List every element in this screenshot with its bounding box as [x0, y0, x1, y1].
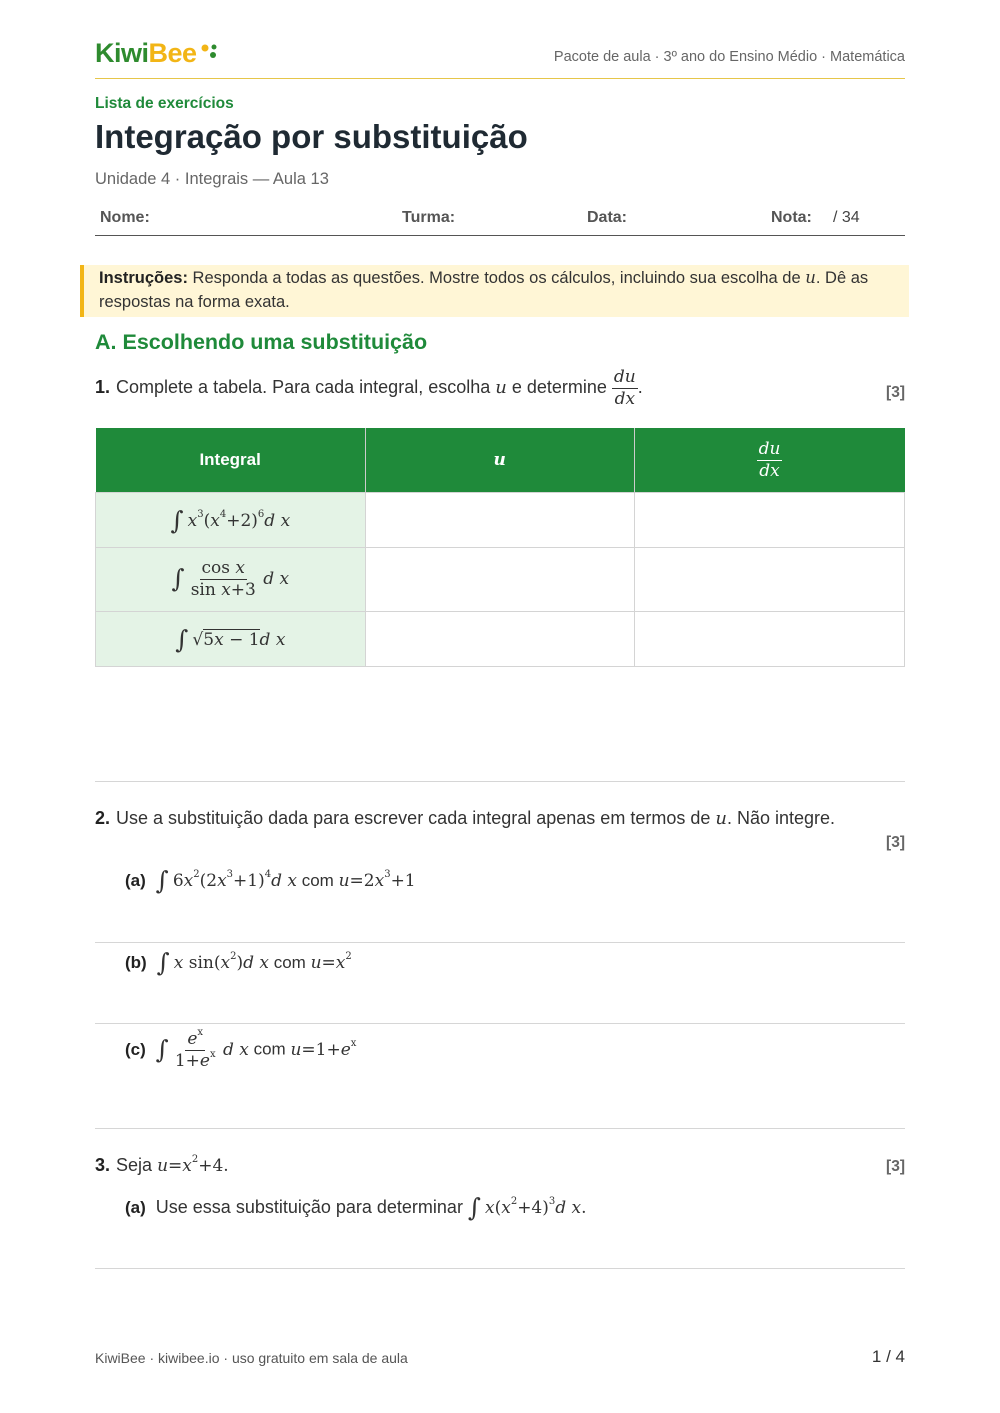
footer-text: KiwiBee · kiwibee.io · uso gratuito em sala de aula: [95, 1350, 408, 1366]
table-row: [96, 612, 905, 667]
question-1-end: .: [637, 376, 643, 397]
question-1: [95, 368, 905, 408]
table-row: [96, 548, 905, 612]
header-meta: Pacote de aula · 3º ano do Ensino Médio · Matemática: [553, 49, 905, 65]
question-3a: (a) Use essa substituição para determinar ∫ $x(x^2+4)^3d$ x.: [125, 1193, 587, 1222]
student-info-row: [95, 205, 905, 236]
question-2b: (b) ∫ x $\sin(x^2)d$ x com $u=x^2$: [125, 948, 352, 977]
question-2-text-end: . Não integre.: [726, 808, 836, 828]
section-a-title: A. Escolhendo uma substituição: [95, 330, 428, 354]
divider: [95, 781, 905, 782]
question-2c: (c) ∫ $\frac{e^x}{1+e^x}$ d x com $u=1+e^x$: [125, 1027, 357, 1071]
question-3-text: Seja: [116, 1155, 153, 1175]
integral-cell-3: ∫ √5x − 1d x: [96, 612, 366, 667]
u-answer-cell[interactable]: [365, 548, 634, 612]
with-word: com: [253, 1039, 286, 1059]
with-word: com: [301, 871, 334, 890]
page-subtitle: Unidade 4 · Integrais — Aula 13: [95, 170, 329, 188]
divider: [95, 1023, 905, 1024]
question-2-marks: [3]: [886, 834, 905, 851]
question-1-var: u: [495, 376, 507, 398]
integral-cell-2: ∫ $\frac{\text{cos x}}{\text{sin x+3}}$ d x: [96, 548, 366, 612]
page-header: [95, 38, 905, 79]
instructions-var: u: [805, 268, 816, 287]
grade-total: / 34: [833, 209, 860, 226]
question-3a-text: Use essa substituição para determinar: [155, 1197, 463, 1217]
frac-denominator: dx: [759, 460, 780, 481]
part-label: (a): [125, 1198, 146, 1217]
question-2a: (a) ∫ $6x^2(2x^3+1)^4d$ x com $u=2x^3+1$: [125, 866, 416, 895]
kiwibee-logo: KiwiBee: [95, 38, 197, 68]
divider: [95, 1128, 905, 1129]
question-2: [95, 808, 905, 851]
divider: [95, 942, 905, 943]
table-row: [96, 493, 905, 548]
col-dudx-header: [634, 428, 904, 493]
page-number: 1 / 4: [871, 1347, 905, 1366]
grade-label: Nota:: [771, 209, 812, 226]
u-answer-cell[interactable]: [365, 612, 634, 667]
question-1-derivative: [612, 368, 638, 408]
worksheet-page: [95, 0, 905, 1413]
part-label: (c): [125, 1039, 146, 1059]
dudx-answer-cell[interactable]: [634, 612, 904, 667]
dudx-answer-cell[interactable]: [634, 493, 904, 548]
instructions-label: Instruções:: [99, 269, 188, 287]
frac-numerator: du: [758, 438, 781, 459]
page-title: Integração por substituição: [95, 118, 528, 155]
col-u-header: u: [365, 428, 634, 493]
part-label: (b): [125, 953, 147, 972]
dudx-answer-cell[interactable]: [634, 548, 904, 612]
kicker: Lista de exercícios: [95, 95, 234, 112]
class-label: Turma:: [402, 209, 456, 226]
name-label: Nome:: [100, 209, 150, 226]
with-word: com: [273, 953, 306, 972]
divider: [95, 1268, 905, 1269]
frac-numerator: du: [613, 367, 636, 387]
table-header-row: [96, 428, 905, 493]
part-label: (a): [125, 871, 146, 890]
question-3: 3. Seja $u=x^2+4$. [3]: [95, 1154, 905, 1176]
question-1-number: 1.: [95, 376, 111, 397]
question-3-number: 3.: [95, 1155, 111, 1175]
date-label: Data:: [587, 209, 628, 226]
question-1-marks: [3]: [886, 384, 905, 401]
question-1-text-mid: e determine: [506, 376, 612, 397]
question-3-marks: [3]: [886, 1158, 905, 1175]
frac-denominator: dx: [614, 388, 636, 409]
instructions-text-2: . Dê as respostas na forma exata.: [99, 269, 869, 311]
substitution-table: [95, 428, 905, 667]
question-2-var: u: [715, 808, 727, 829]
instructions-text-1: Responda a todas as questões. Mostre todos os cálculos, incluindo sua escolha de: [187, 269, 806, 287]
col-integral-header: Integral: [96, 428, 366, 493]
u-answer-cell[interactable]: [365, 493, 634, 548]
question-2-number: 2.: [95, 808, 111, 828]
integral-cell-1: ∫ $x^3(x^4+2)^6d$ x: [96, 493, 366, 548]
question-1-text: Complete a tabela. Para cada integral, escolha: [116, 376, 496, 397]
instructions-box: [80, 265, 909, 317]
bee-dots-icon: [200, 43, 220, 59]
question-2-text: Use a substituição dada para escrever cada integral apenas em termos de: [116, 808, 716, 828]
